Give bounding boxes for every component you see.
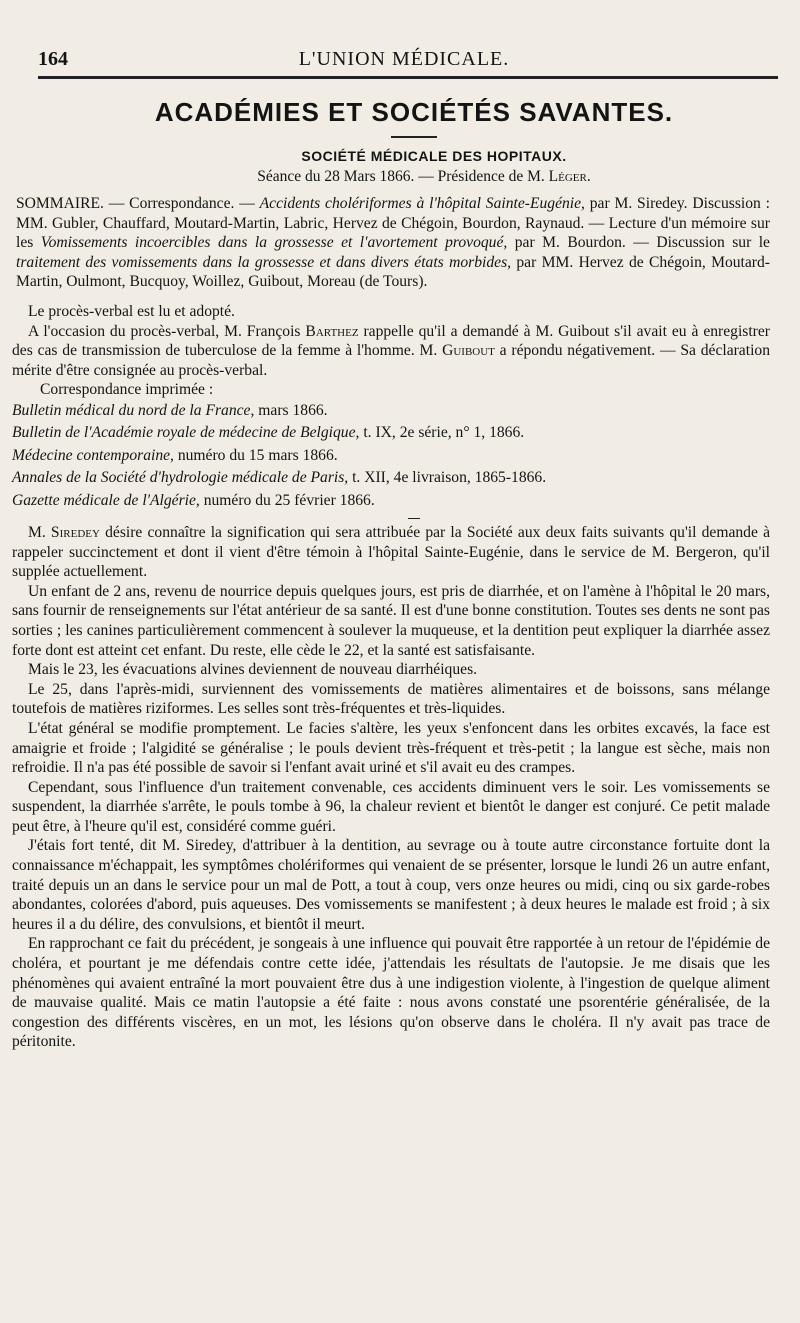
barthez-paragraph bbox=[12, 322, 770, 381]
summary-lead: SOMMAIRE. — Correspondance. — bbox=[16, 195, 260, 212]
correspondence-detail: numéro du 15 mars 1866. bbox=[173, 446, 338, 464]
page-number: 164 bbox=[38, 48, 68, 70]
correspondence-detail: t. XII, 4e livraison, 1865-1866. bbox=[348, 469, 547, 487]
session-suffix: . bbox=[586, 168, 591, 185]
correspondence-list bbox=[12, 400, 770, 512]
title-rule bbox=[391, 136, 437, 138]
correspondence-item bbox=[12, 445, 770, 467]
report-paragraph: En rapprochant ce fait du précédent, je songeais à une influence qui pouvait être rapportée à un retour de l'épidémie de choléra, et pourtant je me défendais contre cette idée, j'attendais les résultats de l'autopsie. Je me disais que les phénomènes qui avaient entraîné la mort pouvaient être dus à une indigestion violente, à l'ingestion de quelque aliment de mauvaise qualité. Mais ce matin l'autopsie a été faite : nous avons constaté une psorentérie généralisée, de la congestion des différents viscères, en un mot, les lésions qu'on observe dans le choléra. Il n'y avait pas trace de péritonite. bbox=[12, 935, 770, 1051]
correspondence-title: Médecine contemporaine, bbox=[12, 446, 174, 464]
section-separator bbox=[408, 518, 420, 519]
siredey-intro-text: désire connaître la signification qui sera attribuée par la Société aux deux faits suivants qu'il demande à rappeler succinctement et dont il vient d'être témoin à l'hôpital Sainte-Eugénie, dans le service de M. Bergeron, qu'il supplée actuellement. bbox=[12, 523, 770, 581]
minutes-paragraph: Le procès-verbal est lu et adopté. bbox=[28, 302, 235, 320]
barthez-text-b: rappelle qu'il a demandé à M. Guibout s'il avait eu à enregistrer des cas de transmission de tuberculose de la femme à l'homme. M. bbox=[12, 322, 770, 360]
siredey-intro bbox=[12, 523, 770, 582]
section-title: ACADÉMIES ET SOCIÉTÉS SAVANTES. bbox=[154, 97, 674, 127]
summary-item-3: traitement des vomissements dans la grossesse et dans divers états morbides, bbox=[16, 253, 512, 271]
correspondence-title: Bulletin de l'Académie royale de médecine de Belgique, bbox=[12, 424, 360, 442]
article-body bbox=[12, 92, 770, 1052]
session-line bbox=[78, 166, 770, 188]
header-rule bbox=[38, 76, 778, 79]
correspondence-detail: mars 1866. bbox=[254, 401, 328, 419]
summary-text-3: par MM. Hervez de Chégoin, Moutard-Martin, Oulmont, Bucquoy, Woillez, Guibout, Moreau (de Tours). bbox=[16, 253, 770, 291]
session-prefix: Séance du 28 Mars 1866. — Présidence de M. bbox=[257, 168, 549, 185]
correspondence-item bbox=[12, 467, 770, 489]
barthez-text-c: a répondu négativement. — Sa déclaration mérite d'être consignée au procès-verbal. bbox=[12, 342, 770, 379]
report-paragraph: J'étais fort tenté, dit M. Siredey, d'attribuer à la dentition, au sevrage ou à toute autre circonstance fortuite dont la connaissance m'échappait, les symptômes cholériformes qui venaient de se présenter, lorsque le lundi 26 un autre enfant, traité depuis un an dans le service pour un mal de Pott, a tout à coup, vers onze heures ou midi, cinq ou six garde-robes abondantes, colorées d'abord, puis aqueuses. Des vomissements se manifestent ; à deux heures le malade est froid ; à six heures il a du délire, des convulsions, et bientôt il meurt. bbox=[12, 837, 770, 933]
report-paragraph: Cependant, sous l'influence d'un traitement convenable, ces accidents diminuent vers le soir. Les vomissements se suspendent, la diarrhée s'arrête, le pouls tombe à 96, la chaleur revient et bientôt le danger est conjuré. Ce petit malade peut être, à l'heure qu'il est, considéré comme guéri. bbox=[12, 778, 770, 835]
correspondence-title: Bulletin médical du nord de la France, bbox=[12, 401, 255, 419]
correspondence-detail: numéro du 25 février 1866. bbox=[199, 491, 375, 509]
running-head bbox=[38, 48, 770, 74]
correspondence-item bbox=[12, 422, 770, 444]
guibout-name: Guibout bbox=[442, 342, 495, 360]
correspondence-item bbox=[12, 400, 770, 422]
summary-item-1: Accidents cholériformes à l'hôpital Sainte-Eugénie, bbox=[259, 195, 585, 212]
president-name: Léger bbox=[548, 168, 587, 185]
summary-text-1: par M. Siredey. Discussion : MM. Gubler, Chauffard, Moutard-Martin, Labric, Hervez de Chégoin, Bourdon, Raynaud. — Lecture d'un mémoire sur les bbox=[16, 195, 770, 252]
summary-item-2: Vomissements incoercibles dans la grossesse et l'avortement provoqué, bbox=[40, 234, 508, 252]
report-paragraph: Le 25, dans l'après-midi, surviennent des vomissements de matières alimentaires et de boissons, sans mélange toutefois de matières riziformes. Les selles sont très-fréquentes et très-liquides. bbox=[12, 680, 770, 718]
report-paragraph: Mais le 23, les évacuations alvines deviennent de nouveau diarrhéiques. bbox=[28, 661, 478, 679]
correspondence-title: Gazette médicale de l'Algérie, bbox=[12, 491, 200, 509]
correspondence-detail: t. IX, 2e série, n° 1, 1866. bbox=[359, 424, 525, 442]
correspondence-heading: Correspondance imprimée : bbox=[40, 381, 214, 399]
report-paragraph: Un enfant de 2 ans, revenu de nourrice depuis quelques jours, est pris de diarrhée, et on l'amène à l'hôpital le 20 mars, sans fournir de renseignements sur l'état antérieur de sa santé. Il est d'une bonne constitution. Toutes ses dents ne sont pas sorties ; les canines particulièrement commencent à soulever la muqueuse, et la dentition peut expliquer la diarrhée assez forte dont est atteint cet enfant. Du reste, elle cède le 22, et la santé est satisfaisante. bbox=[12, 582, 770, 659]
report-paragraph: L'état général se modifie promptement. Le facies s'altère, les yeux s'enfoncent dans les orbites excavés, la face est amaigrie et froide ; l'algidité se généralise ; le pouls devient très-fréquent et très-petit ; la langue est sèche, mais non refroidie. Il n'a pas été possible de savoir si l'enfant avait uriné et s'il avait eu des crampes. bbox=[12, 719, 770, 777]
summary-text-2: par M. Bourdon. — Discussion sur le bbox=[507, 234, 770, 252]
summary bbox=[16, 194, 770, 292]
journal-title: L'UNION MÉDICALE. bbox=[298, 48, 510, 70]
siredey-name: M. Siredey bbox=[28, 523, 100, 541]
correspondence-item bbox=[12, 490, 770, 512]
society-heading: SOCIÉTÉ MÉDICALE DES HOPITAUX. bbox=[301, 148, 567, 164]
correspondence-title: Annales de la Société d'hydrologie médicale de Paris, bbox=[12, 469, 349, 487]
barthez-text-a: A l'occasion du procès-verbal, M. François bbox=[28, 322, 306, 340]
barthez-name: Barthez bbox=[305, 322, 359, 340]
